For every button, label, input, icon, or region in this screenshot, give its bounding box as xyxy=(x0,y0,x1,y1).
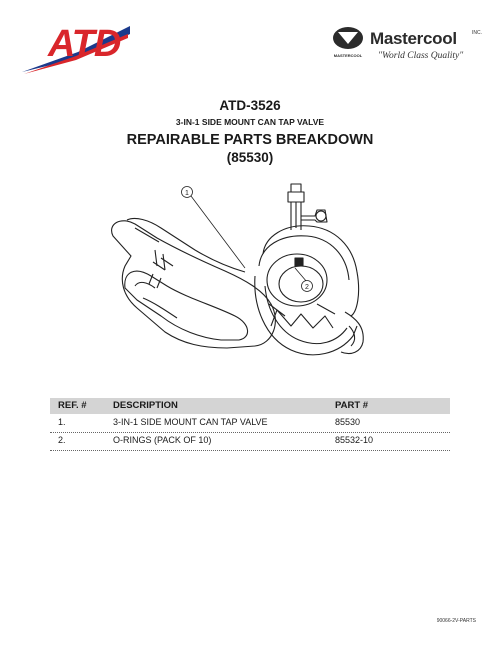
row-part: 85530 xyxy=(335,417,361,427)
header-ref: REF. # xyxy=(58,400,87,411)
model-number: ATD-3526 xyxy=(219,98,281,113)
row-description: O-RINGS (PACK OF 10) xyxy=(113,435,212,445)
mastercool-inc: INC. xyxy=(472,30,482,36)
table-row xyxy=(50,414,450,433)
row-ref: 2. xyxy=(58,435,66,445)
parts-table-header xyxy=(50,398,450,414)
mastercool-logo xyxy=(330,22,490,70)
can-tap-valve-diagram xyxy=(95,176,395,386)
mastercool-emblem-icon xyxy=(330,24,366,64)
row-ref: 1. xyxy=(58,417,66,427)
atd-logo xyxy=(18,12,136,78)
product-name: 3-IN-1 SIDE MOUNT CAN TAP VALVE xyxy=(175,117,325,127)
header-description: DESCRIPTION xyxy=(113,400,178,411)
atd-logo-text: ATD xyxy=(48,23,121,65)
mastercool-name: Mastercool xyxy=(370,29,457,48)
header-part: PART # xyxy=(335,400,369,411)
row-part: 85532-10 xyxy=(335,435,374,445)
table-row xyxy=(50,432,450,451)
callout-2-label: 2 xyxy=(305,284,309,291)
kit-number: (85530) xyxy=(226,150,274,165)
mastercool-tagline: "World Class Quality" xyxy=(378,51,464,61)
document-code: 90066-2V-PARTS xyxy=(436,618,476,624)
callout-1-label: 1 xyxy=(185,190,189,197)
svg-text:MASTERCOOL: MASTERCOOL xyxy=(333,53,363,58)
row-description: 3-IN-1 SIDE MOUNT CAN TAP VALVE xyxy=(113,417,268,427)
document-title: REPAIRABLE PARTS BREAKDOWN xyxy=(126,132,374,148)
